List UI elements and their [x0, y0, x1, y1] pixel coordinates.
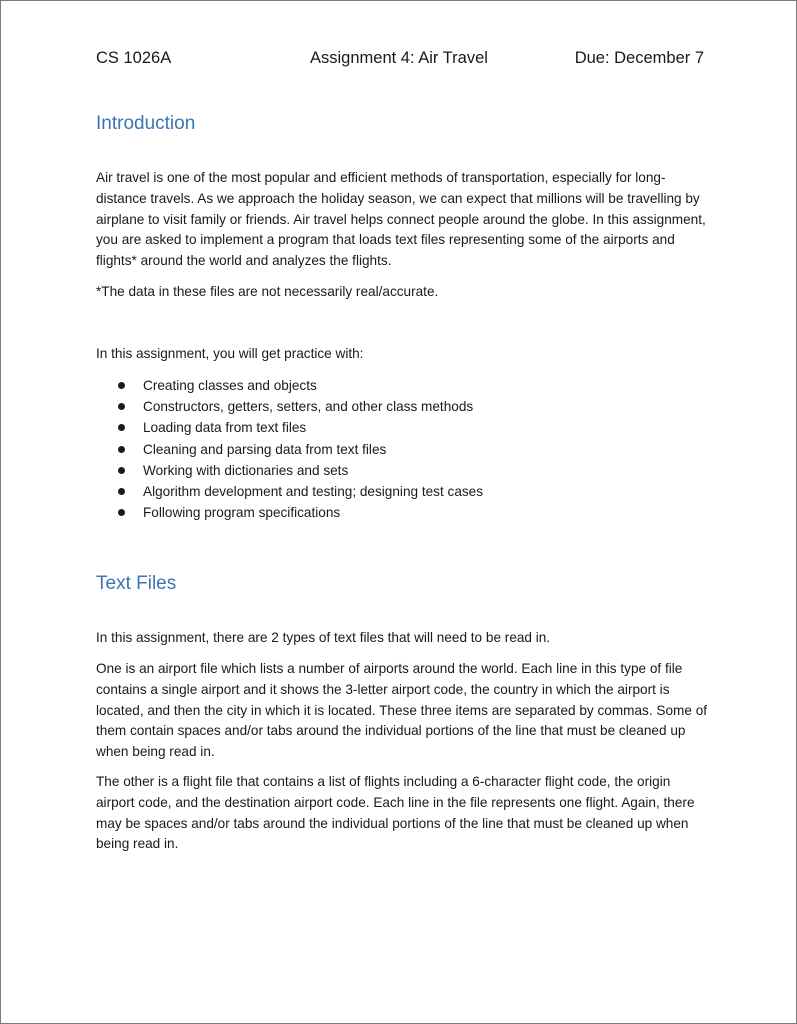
list-item [96, 481, 696, 502]
bullet-icon [118, 403, 125, 410]
text-files-paragraph-1: In this assignment, there are 2 types of text files that will need to be read in. [96, 630, 551, 645]
practice-list [96, 375, 696, 523]
introduction-paragraph: Air travel is one of the most popular and efficient methods of transportation, especially for long-distance travels. As we approach the holiday season, we can expect that millions will be travelling by airplane to visit family or friends. Air travel helps connect people around the globe. In this assignment, you are asked to implement a program that loads text files representing some of the airports and flights* around the world and analyzes the flights. [96, 170, 706, 269]
text-files-paragraph-2: One is an airport file which lists a number of airports around the world. Each line in this type of file contains a single airport and it shows the 3-letter airport code, the country in which the airport is located, and then the city in which it is located. These three items are separated by commas. Some of them contain spaces and/or tabs around the individual portions of the line that must be cleaned up when being read in. [96, 661, 708, 760]
list-item-text: Cleaning and parsing data from text files [143, 441, 387, 457]
bullet-icon [118, 488, 125, 495]
text-files-heading: Text Files [96, 573, 177, 594]
list-item-text: Algorithm development and testing; designing test cases [143, 483, 484, 499]
list-item [96, 375, 696, 396]
practice-intro: In this assignment, you will get practice with: [96, 346, 364, 361]
list-item-text: Constructors, getters, setters, and other class methods [143, 399, 474, 415]
data-disclaimer-note: *The data in these files are not necessarily real/accurate. [96, 284, 439, 299]
bullet-icon [118, 446, 125, 453]
list-item-text: Creating classes and objects [143, 378, 317, 393]
text-files-paragraph-3: The other is a flight file that contains a list of flights including a 6-character flight code, the origin airport code, and the destination airport code. Each line in the file represents one flight. Again, there may be spaces and/or tabs around the individual portions of the line that must be cleaned up when being read in. [96, 774, 695, 852]
list-item [96, 396, 696, 417]
bullet-icon [118, 467, 125, 474]
due-date: Due: December 7 [574, 49, 704, 67]
bullet-icon [118, 424, 125, 431]
bullet-icon [118, 382, 125, 389]
page-header [96, 49, 704, 73]
list-item [96, 439, 696, 460]
list-item-text: Loading data from text files [143, 420, 307, 436]
list-item [96, 460, 696, 481]
assignment-title: Assignment 4: Air Travel [310, 49, 488, 67]
list-item-text: Following program specifications [143, 505, 341, 521]
list-item-text: Working with dictionaries and sets [143, 462, 349, 478]
course-code: CS 1026A [96, 49, 172, 67]
list-item [96, 417, 696, 438]
bullet-icon [118, 509, 125, 516]
list-item [96, 502, 696, 523]
introduction-heading: Introduction [96, 113, 196, 134]
